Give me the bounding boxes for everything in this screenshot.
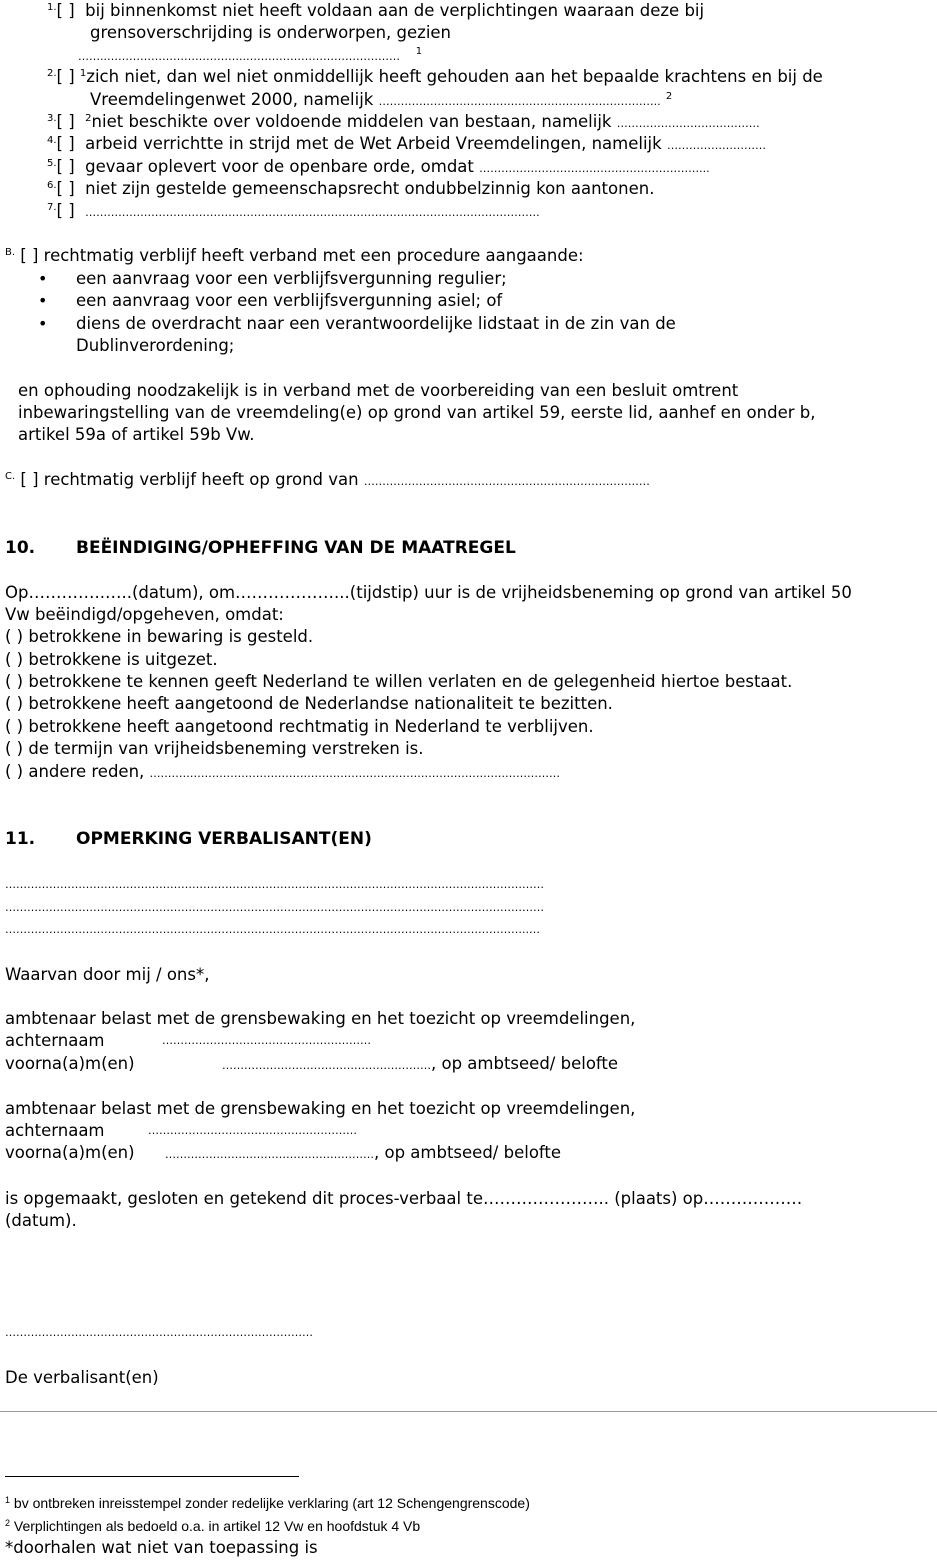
radio-option-5[interactable]: ( ) betrokkene heeft aangetoond rechtmatig in Nederland te verblijven. bbox=[5, 717, 594, 736]
officer-2-voornamen-field[interactable]: …………………………………………………, op ambtseed/ belofte bbox=[165, 1143, 562, 1162]
footnote-rule bbox=[5, 1476, 299, 1477]
bullet: • bbox=[38, 291, 48, 310]
radio-option-other[interactable]: ( ) andere reden, …………………………………………………………………………………….…………… bbox=[5, 762, 561, 781]
item-2: $^{2.}$[ ] $^1$zich niet, dan wel niet onmiddellijk heeft gehouden aan het bepaalde krachtens en bij de bbox=[47, 67, 823, 86]
section-11-title: OPMERKING VERBALISANT(EN) bbox=[76, 829, 372, 849]
checkbox-1[interactable]: [ ] bbox=[56, 1, 75, 20]
officer-1-achternaam-field[interactable]: ………………………………………………… bbox=[162, 1034, 371, 1047]
item-5: $^{5.}$[ ] gevaar oplevert voor de openbare orde, omdat ……………………………………………………... bbox=[47, 157, 710, 176]
officer-1-voornamen-label: voorna(a)m(en) bbox=[5, 1054, 135, 1073]
closing-line-2: (datum). bbox=[5, 1211, 77, 1230]
b-paragraph-2: inbewaringstelling van de vreemdeling(e) op grond van artikel 59, eerste lid, aanhef en onder b, bbox=[18, 403, 816, 422]
officer-2-voornamen-label: voorna(a)m(en) bbox=[5, 1143, 135, 1162]
checkbox-3[interactable]: [ ] bbox=[56, 112, 75, 131]
checkbox-4[interactable]: [ ] bbox=[56, 134, 75, 153]
radio-option-4[interactable]: ( ) betrokkene heeft aangetoond de Nederlandse nationaliteit te bezitten. bbox=[5, 694, 613, 713]
item-7: $^{7.}$[ ] ……………………………………………………………………………………………………………. bbox=[47, 201, 540, 220]
checkbox-5[interactable]: [ ] bbox=[56, 157, 75, 176]
section-10-line-1[interactable]: Op…………..…..(datum), om………………...(tijdstip) uur is de vrijheidsbeneming op grond van artikel 50 bbox=[5, 583, 852, 602]
section-10-line-2: Vw beëindigd/opgeheven, omdat: bbox=[5, 605, 284, 624]
checkbox-2[interactable]: [ ] bbox=[56, 67, 75, 86]
footnote-2: $^2$ Verplichtingen als bedoeld o.a. in artikel 12 Vw en hoofdstuk 4 Vb bbox=[5, 1518, 421, 1534]
bullet-item-1: een aanvraag voor een verblijfsvergunning regulier; bbox=[76, 269, 507, 288]
item-3: $^{3.}$[ ] $^2$niet beschikte over voldoende middelen van bestaan, namelijk ………………………………… bbox=[47, 112, 760, 131]
item-1: $^{1.}$[ ] bij binnenkomst niet heeft voldaan aan de verplichtingen waaraan deze bij bbox=[47, 1, 705, 20]
option-c-text[interactable]: [ ] rechtmatig verblijf heeft op grond van bbox=[20, 470, 359, 489]
bullet: • bbox=[38, 269, 48, 288]
officer-2-heading: ambtenaar belast met de grensbewaking en het toezicht op vreemdelingen, bbox=[5, 1099, 636, 1118]
radio-option-6[interactable]: ( ) de termijn van vrijheidsbeneming verstreken is. bbox=[5, 739, 424, 758]
radio-option-2[interactable]: ( ) betrokkene is uitgezet. bbox=[5, 650, 218, 669]
b-paragraph-3: artikel 59a of artikel 59b Vw. bbox=[18, 425, 255, 444]
verbalisant-label: De verbalisant(en) bbox=[5, 1368, 159, 1387]
signature-line[interactable]: ………………………………………………………………………… bbox=[5, 1326, 313, 1339]
closing-line-1[interactable]: is opgemaakt, gesloten en getekend dit proces-verbaal te………………….. (plaats) op……………… bbox=[5, 1189, 803, 1208]
footnote-1: $^1$ bv ontbreken inreisstempel zonder redelijke verklaring (art 12 Schengengrenscode) bbox=[5, 1495, 530, 1511]
b-paragraph-1: en ophouding noodzakelijk is in verband met de voorbereiding van een besluit omtrent bbox=[18, 381, 739, 400]
item-4: $^{4.}$[ ] arbeid verrichtte in strijd met de Wet Arbeid Vreemdelingen, namelijk ……………………… bbox=[47, 134, 766, 153]
officer-2-achternaam-label: achternaam bbox=[5, 1121, 105, 1140]
option-c: $^{C.}$ [ ] rechtmatig verblijf heeft op grond van …………………………………………………………………… bbox=[5, 470, 650, 489]
remark-line-2[interactable]: ………………………………………………………………………………………………………………………………… bbox=[5, 901, 544, 914]
radio-option-3[interactable]: ( ) betrokkene te kennen geeft Nederland te willen verlaten en de gelegenheid hiertoe bestaat. bbox=[5, 672, 793, 691]
remark-line-1[interactable]: ………………………………………………………………………………………………………………………………… bbox=[5, 878, 544, 891]
section-10-number: 10. bbox=[5, 538, 36, 558]
officer-1-heading: ambtenaar belast met de grensbewaking en het toezicht op vreemdelingen, bbox=[5, 1009, 636, 1028]
section-10-title: BEËINDIGING/OPHEFFING VAN DE MAATREGEL bbox=[76, 538, 516, 558]
bullet-item-3: diens de overdracht naar een verantwoordelijke lidstaat in de zin van de bbox=[76, 314, 676, 333]
waarvan-text: Waarvan door mij / ons*, bbox=[5, 965, 210, 984]
item-6: $^{6.}$[ ] niet zijn gestelde gemeenschapsrecht ondubbelzinnig kon aantonen. bbox=[47, 179, 655, 198]
officer-1-achternaam-label: achternaam bbox=[5, 1031, 105, 1050]
checkbox-7[interactable]: [ ] bbox=[56, 201, 75, 220]
officer-1-voornamen-field[interactable]: …………………………………………………, op ambtseed/ belofte bbox=[222, 1054, 619, 1073]
option-b-text[interactable]: [ ] rechtmatig verblijf heeft verband met een procedure aangaande: bbox=[20, 246, 584, 265]
checkbox-6[interactable]: [ ] bbox=[56, 179, 75, 198]
item-1-dots: ……..………………………………..…………………………………… $^1$ bbox=[78, 46, 423, 63]
section-11-number: 11. bbox=[5, 829, 36, 849]
radio-option-1[interactable]: ( ) betrokkene in bewaring is gesteld. bbox=[5, 627, 314, 646]
bullet: • bbox=[38, 314, 48, 333]
bullet-item-3-cont: Dublinverordening; bbox=[76, 336, 235, 355]
asterisk-note: *doorhalen wat niet van toepassing is bbox=[5, 1538, 318, 1557]
officer-2-achternaam-field[interactable]: ………………………………………………… bbox=[148, 1124, 357, 1137]
item-2-cont: Vreemdelingenwet 2000, namelijk ………………………………………………………………….. $^2$ bbox=[90, 90, 673, 109]
item-1-cont: grensoverschrijding is onderworpen, gezien bbox=[90, 23, 452, 42]
remark-line-3[interactable]: ……………………………………………………………………………………………………………………………..… bbox=[5, 923, 540, 936]
page-divider bbox=[0, 1411, 937, 1412]
bullet-item-2: een aanvraag voor een verblijfsvergunning asiel; of bbox=[76, 291, 503, 310]
option-b: $^{B.}$ [ ] rechtmatig verblijf heeft verband met een procedure aangaande: bbox=[5, 246, 584, 265]
